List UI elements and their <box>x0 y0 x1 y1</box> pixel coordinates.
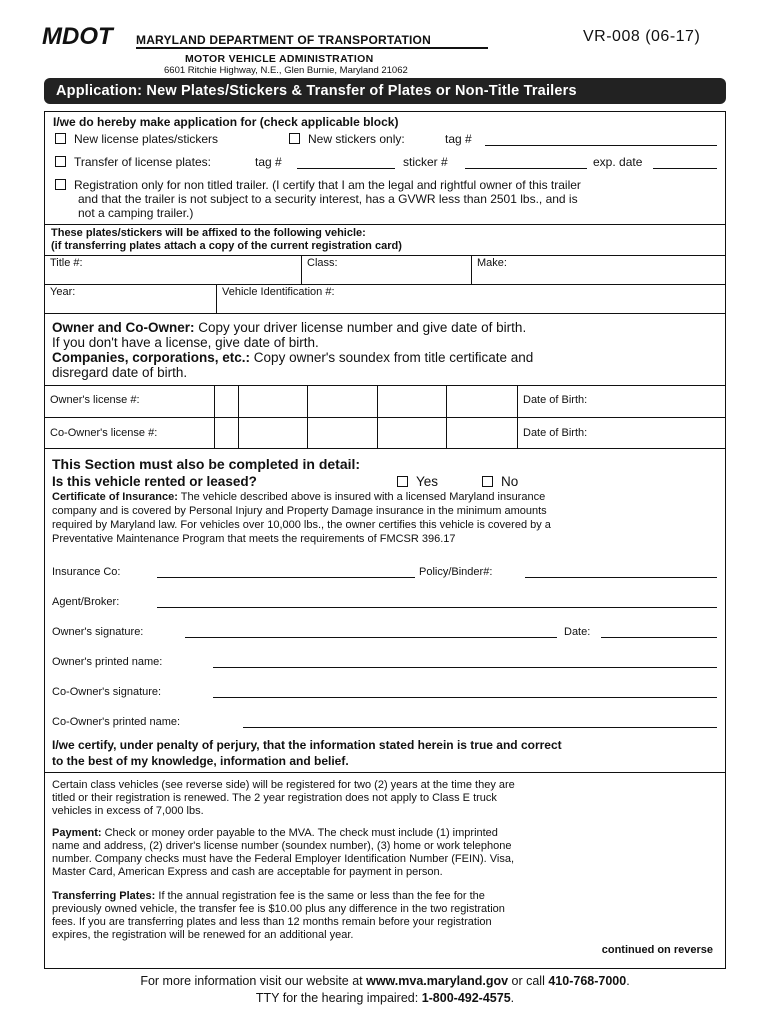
cert-insurance-line1 <box>52 491 545 503</box>
payment-bold: Payment: <box>52 827 102 839</box>
phone-number: 410-768-7000 <box>548 974 627 988</box>
option-transfer[interactable] <box>55 155 211 169</box>
transferring-text1: If the annual registration fee is the same or less than the fee for the <box>155 890 485 902</box>
payment-line3: number. Company checks must have the Federal Employer Identification Number (FEIN). Visa, <box>52 853 514 865</box>
owner-dob-label: Date of Birth: <box>523 394 588 406</box>
option-registration[interactable] <box>55 178 581 192</box>
option-registration-line3: not a camping trailer.) <box>78 206 194 220</box>
coowner-printed-field[interactable] <box>243 727 717 728</box>
cert-insurance-bold: Certificate of Insurance: <box>52 491 178 503</box>
divider <box>45 385 725 386</box>
exp-date-field[interactable] <box>653 168 717 169</box>
footer-tty <box>0 991 770 1005</box>
continued-on-reverse: continued on reverse <box>601 944 713 956</box>
mdot-logo-text: MDOT <box>42 25 113 47</box>
owner-instructions-2: If you don't have a license, give date of birth. <box>52 335 319 350</box>
sticker-label: sticker # <box>403 155 448 169</box>
owner-signature-label: Owner's signature: <box>52 626 144 638</box>
owner-signature-field[interactable] <box>185 637 557 638</box>
rented-question: Is this vehicle rented or leased? <box>52 474 257 489</box>
checkbox-rented-yes[interactable] <box>397 476 408 487</box>
checkbox-new-stickers[interactable] <box>289 133 300 144</box>
policy-label: Policy/Binder#: <box>419 566 493 578</box>
rented-no-label: No <box>501 474 519 489</box>
form-title: Application: New Plates/Stickers & Transfer of Plates or Non-Title Trailers <box>44 78 726 104</box>
footer-end: . <box>626 974 630 988</box>
vin-label: Vehicle Identification #: <box>222 286 335 298</box>
header-rule <box>136 47 488 49</box>
coowner-license-label: Co-Owner's license #: <box>50 427 158 439</box>
checkbox-rented-no[interactable] <box>482 476 493 487</box>
agent-label: Agent/Broker: <box>52 596 120 608</box>
divider <box>45 313 725 314</box>
cert-insurance-text1: The vehicle described above is insured with a licensed Maryland insurance <box>177 491 546 503</box>
coowner-printed-label: Co-Owner's printed name: <box>52 716 181 728</box>
website-link[interactable]: www.mva.maryland.gov <box>366 974 509 988</box>
license-cell-divider <box>377 385 378 448</box>
divider <box>45 772 725 773</box>
transferring-bold: Transferring Plates: <box>52 890 156 902</box>
license-cell-divider <box>446 385 447 448</box>
divider <box>45 224 725 225</box>
divider <box>216 284 217 313</box>
insurance-co-field[interactable] <box>157 577 415 578</box>
checkbox-new-plates[interactable] <box>55 133 66 144</box>
option-new-plates-label: New license plates/stickers <box>74 132 219 146</box>
checkbox-registration[interactable] <box>55 179 66 190</box>
payment-line4: Master Card, American Express and cash are acceptable for payment in person. <box>52 866 443 878</box>
tty-pre: TTY for the hearing impaired: <box>255 991 422 1005</box>
agency-name: MOTOR VEHICLE ADMINISTRATION <box>185 53 374 65</box>
class-label: Class: <box>307 257 338 269</box>
org-name: MARYLAND DEPARTMENT OF TRANSPORTATION <box>136 33 431 47</box>
cert-insurance-line4: Preventative Maintenance Program that meets the requirements of FMCSR 396.17 <box>52 533 456 545</box>
two-year-line1: Certain class vehicles (see reverse side) will be registered for two (2) years at the time they are <box>52 779 515 791</box>
cert-insurance-line3: required by Maryland law. For vehicles over 10,000 lbs., the owner certifies this vehicle is covered by a <box>52 519 551 531</box>
insurance-co-label: Insurance Co: <box>52 566 121 578</box>
license-cell-divider <box>517 385 518 448</box>
two-year-line2: titled or their registration is renewed. The 2 year registration does not apply to Class E truck <box>52 792 497 804</box>
owner-instructions-4: disregard date of birth. <box>52 365 188 380</box>
certify-line1: I/we certify, under penalty of perjury, that the information stated herein is true and correct <box>52 738 562 752</box>
footer-info <box>0 974 770 988</box>
divider <box>45 417 725 418</box>
option-registration-line2: and that the trailer is not subject to a security interest, has a GVWR less than 2501 lbs., and is <box>78 192 578 206</box>
payment-line2: name and address, (2) driver's license number (soundex number), (3) home or work telephone <box>52 840 512 852</box>
license-cell-divider <box>307 385 308 448</box>
agent-field[interactable] <box>157 607 717 608</box>
year-label: Year: <box>50 286 76 298</box>
sticker-field[interactable] <box>465 168 587 169</box>
new-stickers-tag-label: tag # <box>445 132 472 146</box>
footer-pre: For more information visit our website at <box>140 974 367 988</box>
coowner-dob-label: Date of Birth: <box>523 427 588 439</box>
transfer-tag-label: tag # <box>255 155 282 169</box>
owner-printed-field[interactable] <box>213 667 717 668</box>
checkbox-transfer[interactable] <box>55 156 66 167</box>
date-field[interactable] <box>601 637 717 638</box>
rented-yes-label: Yes <box>416 474 439 489</box>
form-body <box>44 111 726 969</box>
footer-mid: or call <box>508 974 549 988</box>
application-heading: I/we do hereby make application for (check applicable block) <box>53 115 399 129</box>
title-number-label: Title #: <box>50 257 83 269</box>
form-number: VR-008 (06-17) <box>583 28 701 45</box>
license-cell-divider <box>214 385 215 448</box>
make-label: Make: <box>477 257 507 269</box>
rented-no[interactable] <box>482 474 518 489</box>
option-new-plates[interactable] <box>55 132 218 146</box>
companies-rest: Copy owner's soundex from title certificate and <box>250 350 534 365</box>
license-cell-divider <box>238 385 239 448</box>
option-new-stickers-label: New stickers only: <box>308 132 405 146</box>
vehicle-heading: These plates/stickers will be affixed to the following vehicle: <box>51 227 366 239</box>
insurance-section-heading: This Section must also be completed in detail: <box>52 456 361 472</box>
divider <box>45 255 725 256</box>
agency-address: 6601 Ritchie Highway, N.E., Glen Burnie, Maryland 21062 <box>164 65 408 76</box>
policy-field[interactable] <box>525 577 717 578</box>
coowner-signature-label: Co-Owner's signature: <box>52 686 162 698</box>
owner-instructions-3 <box>52 350 533 365</box>
option-registration-line1: Registration only for non titled trailer. (I certify that I am the legal and rightful owner of this trailer <box>74 178 581 192</box>
divider <box>301 255 302 284</box>
owner-instr-bold: Owner and Co-Owner: <box>52 320 195 335</box>
exp-date-label: exp. date <box>593 155 643 169</box>
mdot-logo <box>42 25 137 47</box>
option-new-stickers[interactable] <box>289 132 405 146</box>
owner-printed-label: Owner's printed name: <box>52 656 163 668</box>
payment-text1: Check or money order payable to the MVA. The check must include (1) imprinted <box>101 827 498 839</box>
divider <box>45 284 725 285</box>
payment-line1 <box>52 827 498 839</box>
owner-instructions-1 <box>52 320 526 335</box>
transferring-line3: fees. If you are transferring plates and less than 12 months remain before your registration <box>52 916 492 928</box>
option-transfer-label: Transfer of license plates: <box>74 155 211 169</box>
tty-number: 1-800-492-4575 <box>421 991 511 1005</box>
transferring-line1 <box>52 890 485 902</box>
cert-insurance-line2: company and is covered by Personal Injury and Property Damage insurance in the minimum amounts <box>52 505 547 517</box>
transferring-line4: expires, the registration will be renewed for an additional year. <box>52 929 354 941</box>
certify-line2: to the best of my knowledge, information and belief. <box>52 754 349 768</box>
divider <box>45 448 725 449</box>
companies-bold: Companies, corporations, etc.: <box>52 350 251 365</box>
owner-license-label: Owner's license #: <box>50 394 140 406</box>
divider <box>471 255 472 284</box>
two-year-line3: vehicles in excess of 7,000 lbs. <box>52 805 204 817</box>
owner-instr-rest: Copy your driver license number and give date of birth. <box>194 320 527 335</box>
transfer-tag-field[interactable] <box>297 168 395 169</box>
date-label: Date: <box>564 626 591 638</box>
new-stickers-tag-field[interactable] <box>485 145 717 146</box>
tty-end: . <box>510 991 515 1005</box>
coowner-signature-field[interactable] <box>213 697 717 698</box>
vehicle-subheading: (if transferring plates attach a copy of the current registration card) <box>51 240 402 252</box>
transferring-line2: previously owned vehicle, the transfer fee is $10.00 plus any difference in the two registration <box>52 903 505 915</box>
rented-yes[interactable] <box>397 474 438 489</box>
